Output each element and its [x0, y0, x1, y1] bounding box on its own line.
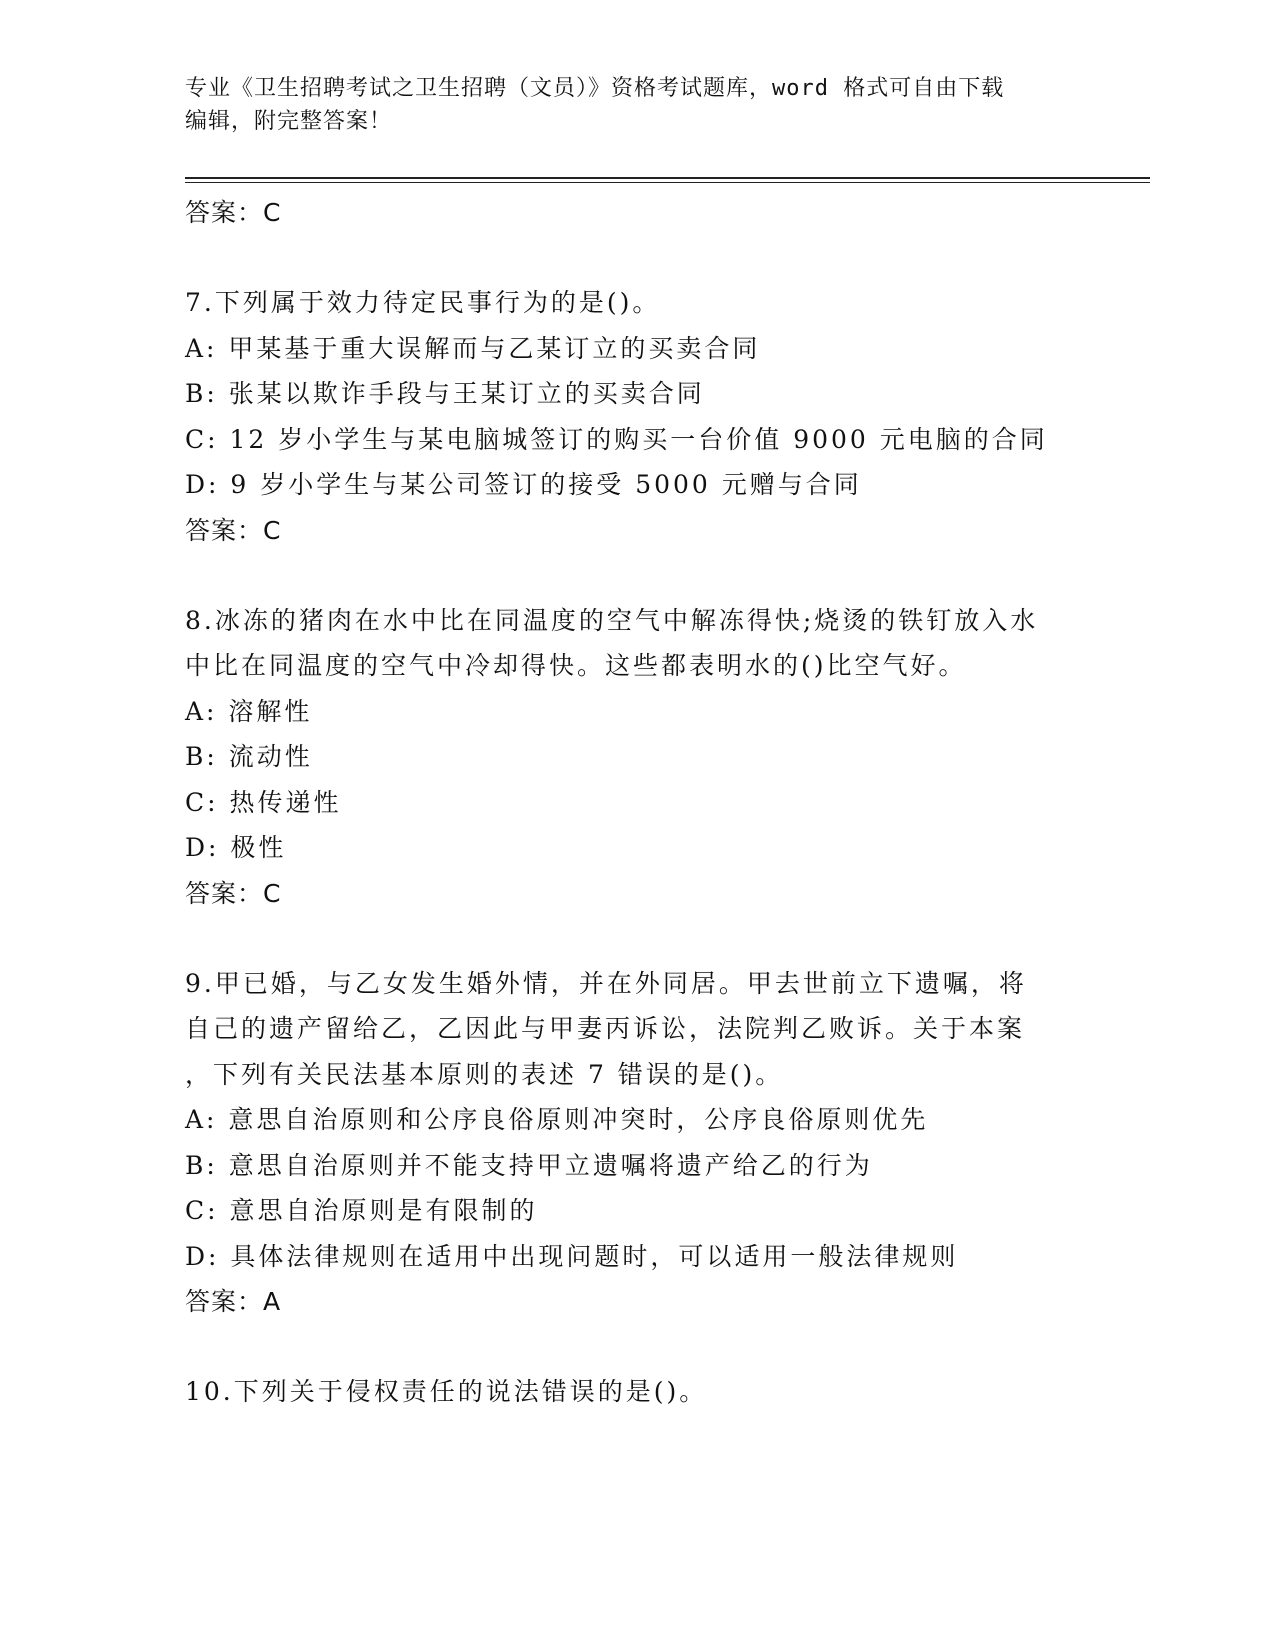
question-block: [185, 961, 1145, 1326]
question-stem: 中比在同温度的空气中冷却得快。这些都表明水的()比空气好。: [185, 651, 967, 680]
option-c: C: 12 岁小学生与某电脑城签订的购买一台价值 9000 元电脑的合同: [185, 424, 1048, 454]
header-line: 编辑，附完整答案！: [185, 109, 393, 134]
question-stem: 7.下列属于效力待定民事行为的是()。: [185, 288, 661, 317]
question-block: [185, 598, 1145, 917]
document-header: [185, 72, 1065, 138]
option-d: D: 9 岁小学生与某公司签订的接受 5000 元赠与合同: [185, 470, 862, 499]
spacer: [185, 1325, 1145, 1369]
question-stem: ，下列有关民法基本原则的表述 7 错误的是()。: [185, 1059, 784, 1089]
option-b: B: 流动性: [185, 742, 313, 771]
option-c: C: 热传递性: [185, 787, 342, 817]
answer-line: 答案：C: [185, 515, 282, 545]
question-stem: 9.甲已婚，与乙女发生婚外情，并在外同居。甲去世前立下遗嘱，将: [185, 968, 1027, 998]
question-stem: 自己的遗产留给乙，乙因此与甲妻丙诉讼，法院判乙败诉。关于本案: [185, 1014, 1026, 1043]
header-line: 专业《卫生招聘考试之卫生招聘（文员）》资格考试题库，word 格式可自由下载: [185, 76, 1005, 101]
answer-line: 答案：C: [185, 198, 282, 227]
option-a: A: 意思自治原则和公序良俗原则冲突时，公序良俗原则优先: [185, 1105, 929, 1134]
spacer: [185, 917, 1145, 961]
option-a: A: 甲某基于重大误解而与乙某订立的买卖合同: [185, 333, 761, 363]
spacer: [185, 236, 1145, 280]
answer-line: 答案：A: [185, 1287, 282, 1316]
question-block: [185, 1369, 1145, 1415]
option-b: B: 意思自治原则并不能支持甲立遗嘱将遗产给乙的行为: [185, 1150, 873, 1180]
question-stem: 10.下列关于侵权责任的说法错误的是()。: [185, 1377, 708, 1406]
option-d: D: 具体法律规则在适用中出现问题时，可以适用一般法律规则: [185, 1241, 959, 1271]
option-c: C: 意思自治原则是有限制的: [185, 1196, 538, 1225]
option-d: D: 极性: [185, 833, 287, 862]
question-block: [185, 280, 1145, 554]
option-a: A: 溶解性: [185, 696, 313, 726]
question-stem: 8.冰冻的猪肉在水中比在同温度的空气中解冻得快;烧烫的铁钉放入水: [185, 605, 1039, 635]
header-rule: [185, 177, 1150, 179]
answer-line: 答案：C: [185, 878, 282, 908]
question-list: [185, 190, 1145, 1415]
spacer: [185, 554, 1145, 598]
header-rule-thin: [185, 182, 1150, 183]
option-b: B: 张某以欺诈手段与王某订立的买卖合同: [185, 379, 705, 408]
